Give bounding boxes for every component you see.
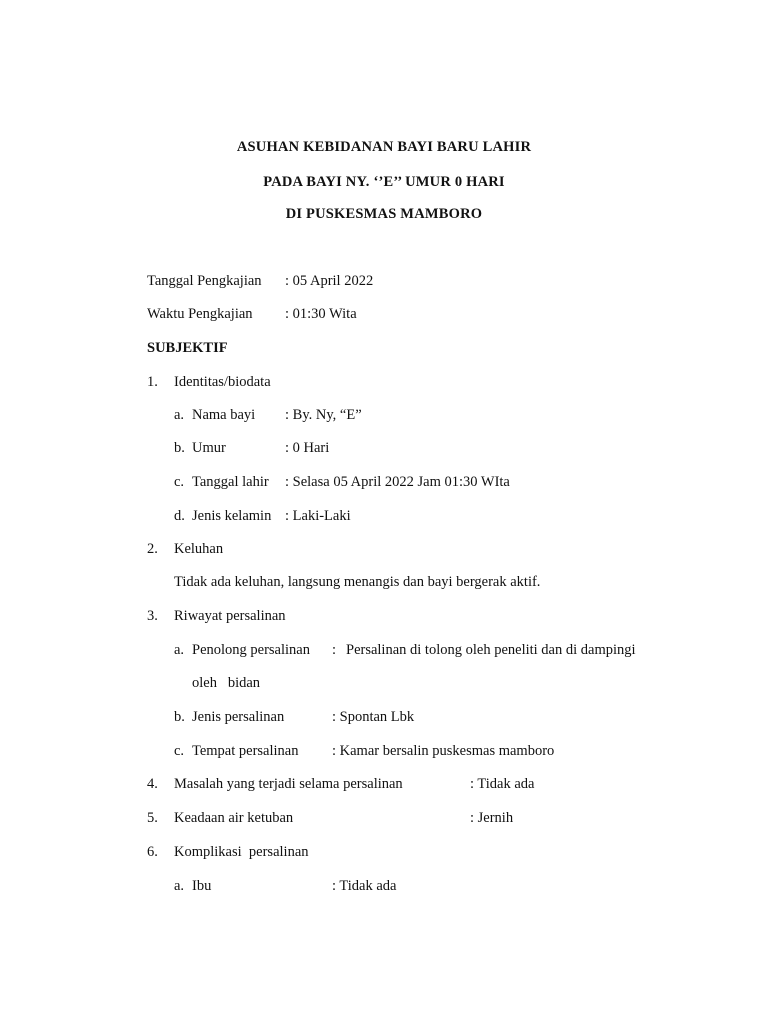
section-heading-subjektif: SUBJEKTIF — [147, 340, 228, 356]
item-3b-label: Jenis persalinan — [192, 709, 285, 725]
title-line-1: ASUHAN KEBIDANAN BAYI BARU LAHIR — [236, 139, 532, 155]
tanggal-pengkajian-value: : 05 April 2022 — [285, 273, 374, 289]
item-1d-value: : Laki-Laki — [285, 508, 351, 524]
item-1a-value: : By. Ny, “E” — [285, 407, 362, 423]
item-3-label: Riwayat persalinan — [174, 608, 286, 624]
item-3a-value: Persalinan di tolong oleh peneliti dan di dampingi — [346, 642, 636, 658]
item-3c-value: : Kamar bersalin puskesmas mamboro — [332, 743, 555, 759]
item-4-label: Masalah yang terjadi selama persalinan — [174, 776, 403, 792]
item-1c-label: Tanggal lahir — [192, 474, 269, 490]
item-1-label: Identitas/biodata — [174, 374, 271, 390]
item-6a-value: : Tidak ada — [332, 878, 397, 894]
item-5-label: Keadaan air ketuban — [174, 810, 294, 826]
item-1b-value: : 0 Hari — [285, 440, 330, 456]
waktu-pengkajian-label: Waktu Pengkajian — [147, 306, 253, 322]
item-4-value: : Tidak ada — [470, 776, 535, 792]
item-6a-label: Ibu — [192, 878, 212, 894]
item-1c-value: : Selasa 05 April 2022 Jam 01:30 WIta — [285, 474, 510, 490]
title-line-2: PADA BAYI NY. ‘’E’’ UMUR 0 HARI — [263, 174, 505, 190]
item-2-label: Keluhan — [174, 541, 224, 557]
item-1a-label: Nama bayi — [192, 407, 256, 423]
item-1c-letter: c. — [174, 474, 185, 490]
item-1d-label: Jenis kelamin — [192, 508, 272, 524]
item-1d-letter: d. — [174, 508, 185, 524]
item-3c-label: Tempat persalinan — [192, 743, 299, 759]
item-1b-letter: b. — [174, 440, 185, 456]
item-3a-value-continued: oleh bidan — [192, 675, 261, 691]
item-6-label: Komplikasi persalinan — [174, 844, 309, 860]
tanggal-pengkajian-label: Tanggal Pengkajian — [147, 273, 262, 289]
item-1b-label: Umur — [192, 440, 226, 456]
item-1a-letter: a. — [174, 407, 185, 423]
item-3-number: 3. — [147, 608, 158, 624]
item-6-number: 6. — [147, 844, 158, 860]
item-5-number: 5. — [147, 810, 158, 826]
item-3b-value: : Spontan Lbk — [332, 709, 415, 725]
item-3a-letter: a. — [174, 642, 185, 658]
item-6a-letter: a. — [174, 878, 185, 894]
item-3a-label: Penolong persalinan — [192, 642, 310, 658]
item-1-number: 1. — [147, 374, 158, 390]
waktu-pengkajian-value: : 01:30 Wita — [285, 306, 357, 322]
item-3a-colon: : — [332, 642, 337, 658]
item-3b-letter: b. — [174, 709, 185, 725]
item-2-number: 2. — [147, 541, 158, 557]
item-2-text: Tidak ada keluhan, langsung menangis dan bayi bergerak aktif. — [174, 574, 541, 590]
item-4-number: 4. — [147, 776, 158, 792]
title-line-3: DI PUSKESMAS MAMBORO — [285, 206, 483, 222]
item-5-value: : Jernih — [470, 810, 514, 826]
item-3c-letter: c. — [174, 743, 185, 759]
